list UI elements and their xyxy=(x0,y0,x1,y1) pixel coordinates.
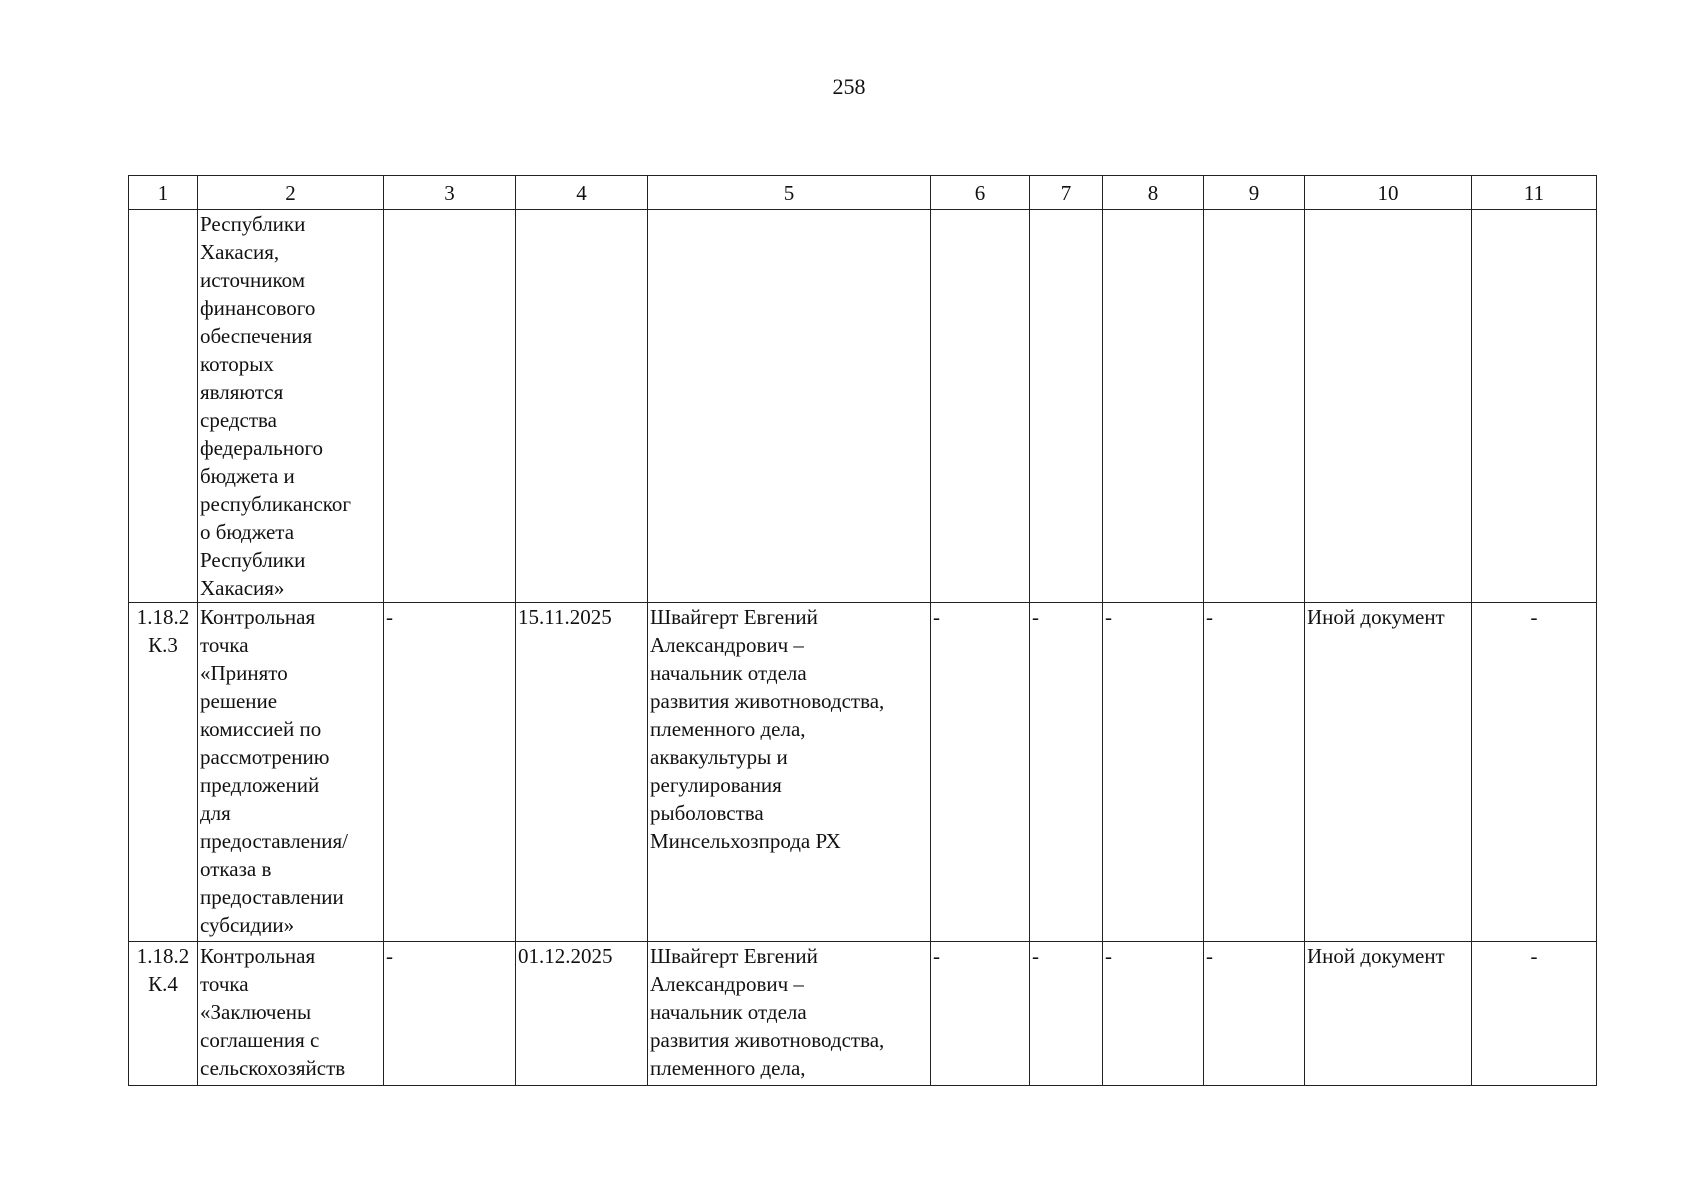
column-header: 2 xyxy=(198,176,384,210)
column-header: 11 xyxy=(1472,176,1597,210)
cell-col11 xyxy=(1472,210,1597,603)
cell-col3: - xyxy=(384,942,516,1086)
column-header: 7 xyxy=(1030,176,1103,210)
cell-col11: - xyxy=(1472,942,1597,1086)
cell-col8: - xyxy=(1103,603,1204,942)
column-header: 1 xyxy=(129,176,198,210)
column-header: 5 xyxy=(648,176,931,210)
cell-col7 xyxy=(1030,210,1103,603)
cell-col11: - xyxy=(1472,603,1597,942)
cell-name: Контрольная точка «Заключены соглашения с сельскохозяйств xyxy=(198,942,384,1086)
column-header: 10 xyxy=(1305,176,1472,210)
cell-document-type: Иной документ xyxy=(1305,603,1472,942)
cell-responsible xyxy=(648,210,931,603)
cell-col3 xyxy=(384,210,516,603)
table-row xyxy=(129,942,1597,1086)
page-number: 258 xyxy=(832,74,866,99)
cell-col8 xyxy=(1103,210,1204,603)
cell-col8: - xyxy=(1103,942,1204,1086)
table-row xyxy=(129,210,1597,603)
column-header: 8 xyxy=(1103,176,1204,210)
cell-col9: - xyxy=(1204,942,1305,1086)
cell-number: 1.18.2 К.3 xyxy=(129,603,198,942)
cell-document-type: Иной документ xyxy=(1305,942,1472,1086)
cell-name: Республики Хакасия, источником финансового обеспечения которых являются средства федерального бюджета и республиканског о бюджета Республики Хакасия» xyxy=(198,210,384,603)
document-table xyxy=(128,175,1597,1086)
cell-name: Контрольная точка «Принято решение комиссией по рассмотрению предложений для предоставления/ отказа в предоставлении субсидии» xyxy=(198,603,384,942)
cell-document-type xyxy=(1305,210,1472,603)
cell-col6: - xyxy=(931,942,1030,1086)
cell-date xyxy=(516,210,648,603)
cell-col7: - xyxy=(1030,942,1103,1086)
cell-number xyxy=(129,210,198,603)
cell-col3: - xyxy=(384,603,516,942)
cell-col6 xyxy=(931,210,1030,603)
column-header: 4 xyxy=(516,176,648,210)
cell-col7: - xyxy=(1030,603,1103,942)
cell-col9 xyxy=(1204,210,1305,603)
column-header: 6 xyxy=(931,176,1030,210)
cell-responsible: Швайгерт Евгений Александрович – начальник отдела развития животноводства, племенного дела, аквакультуры и регулирования рыболовства Минсельхозпрода РХ xyxy=(648,603,931,942)
cell-col9: - xyxy=(1204,603,1305,942)
table-row xyxy=(129,603,1597,942)
cell-col6: - xyxy=(931,603,1030,942)
cell-date: 15.11.2025 xyxy=(516,603,648,942)
header-row xyxy=(129,176,1597,210)
cell-number: 1.18.2 К.4 xyxy=(129,942,198,1086)
cell-responsible: Швайгерт Евгений Александрович – начальник отдела развития животноводства, племенного дела, xyxy=(648,942,931,1086)
cell-date: 01.12.2025 xyxy=(516,942,648,1086)
column-header: 9 xyxy=(1204,176,1305,210)
column-header: 3 xyxy=(384,176,516,210)
